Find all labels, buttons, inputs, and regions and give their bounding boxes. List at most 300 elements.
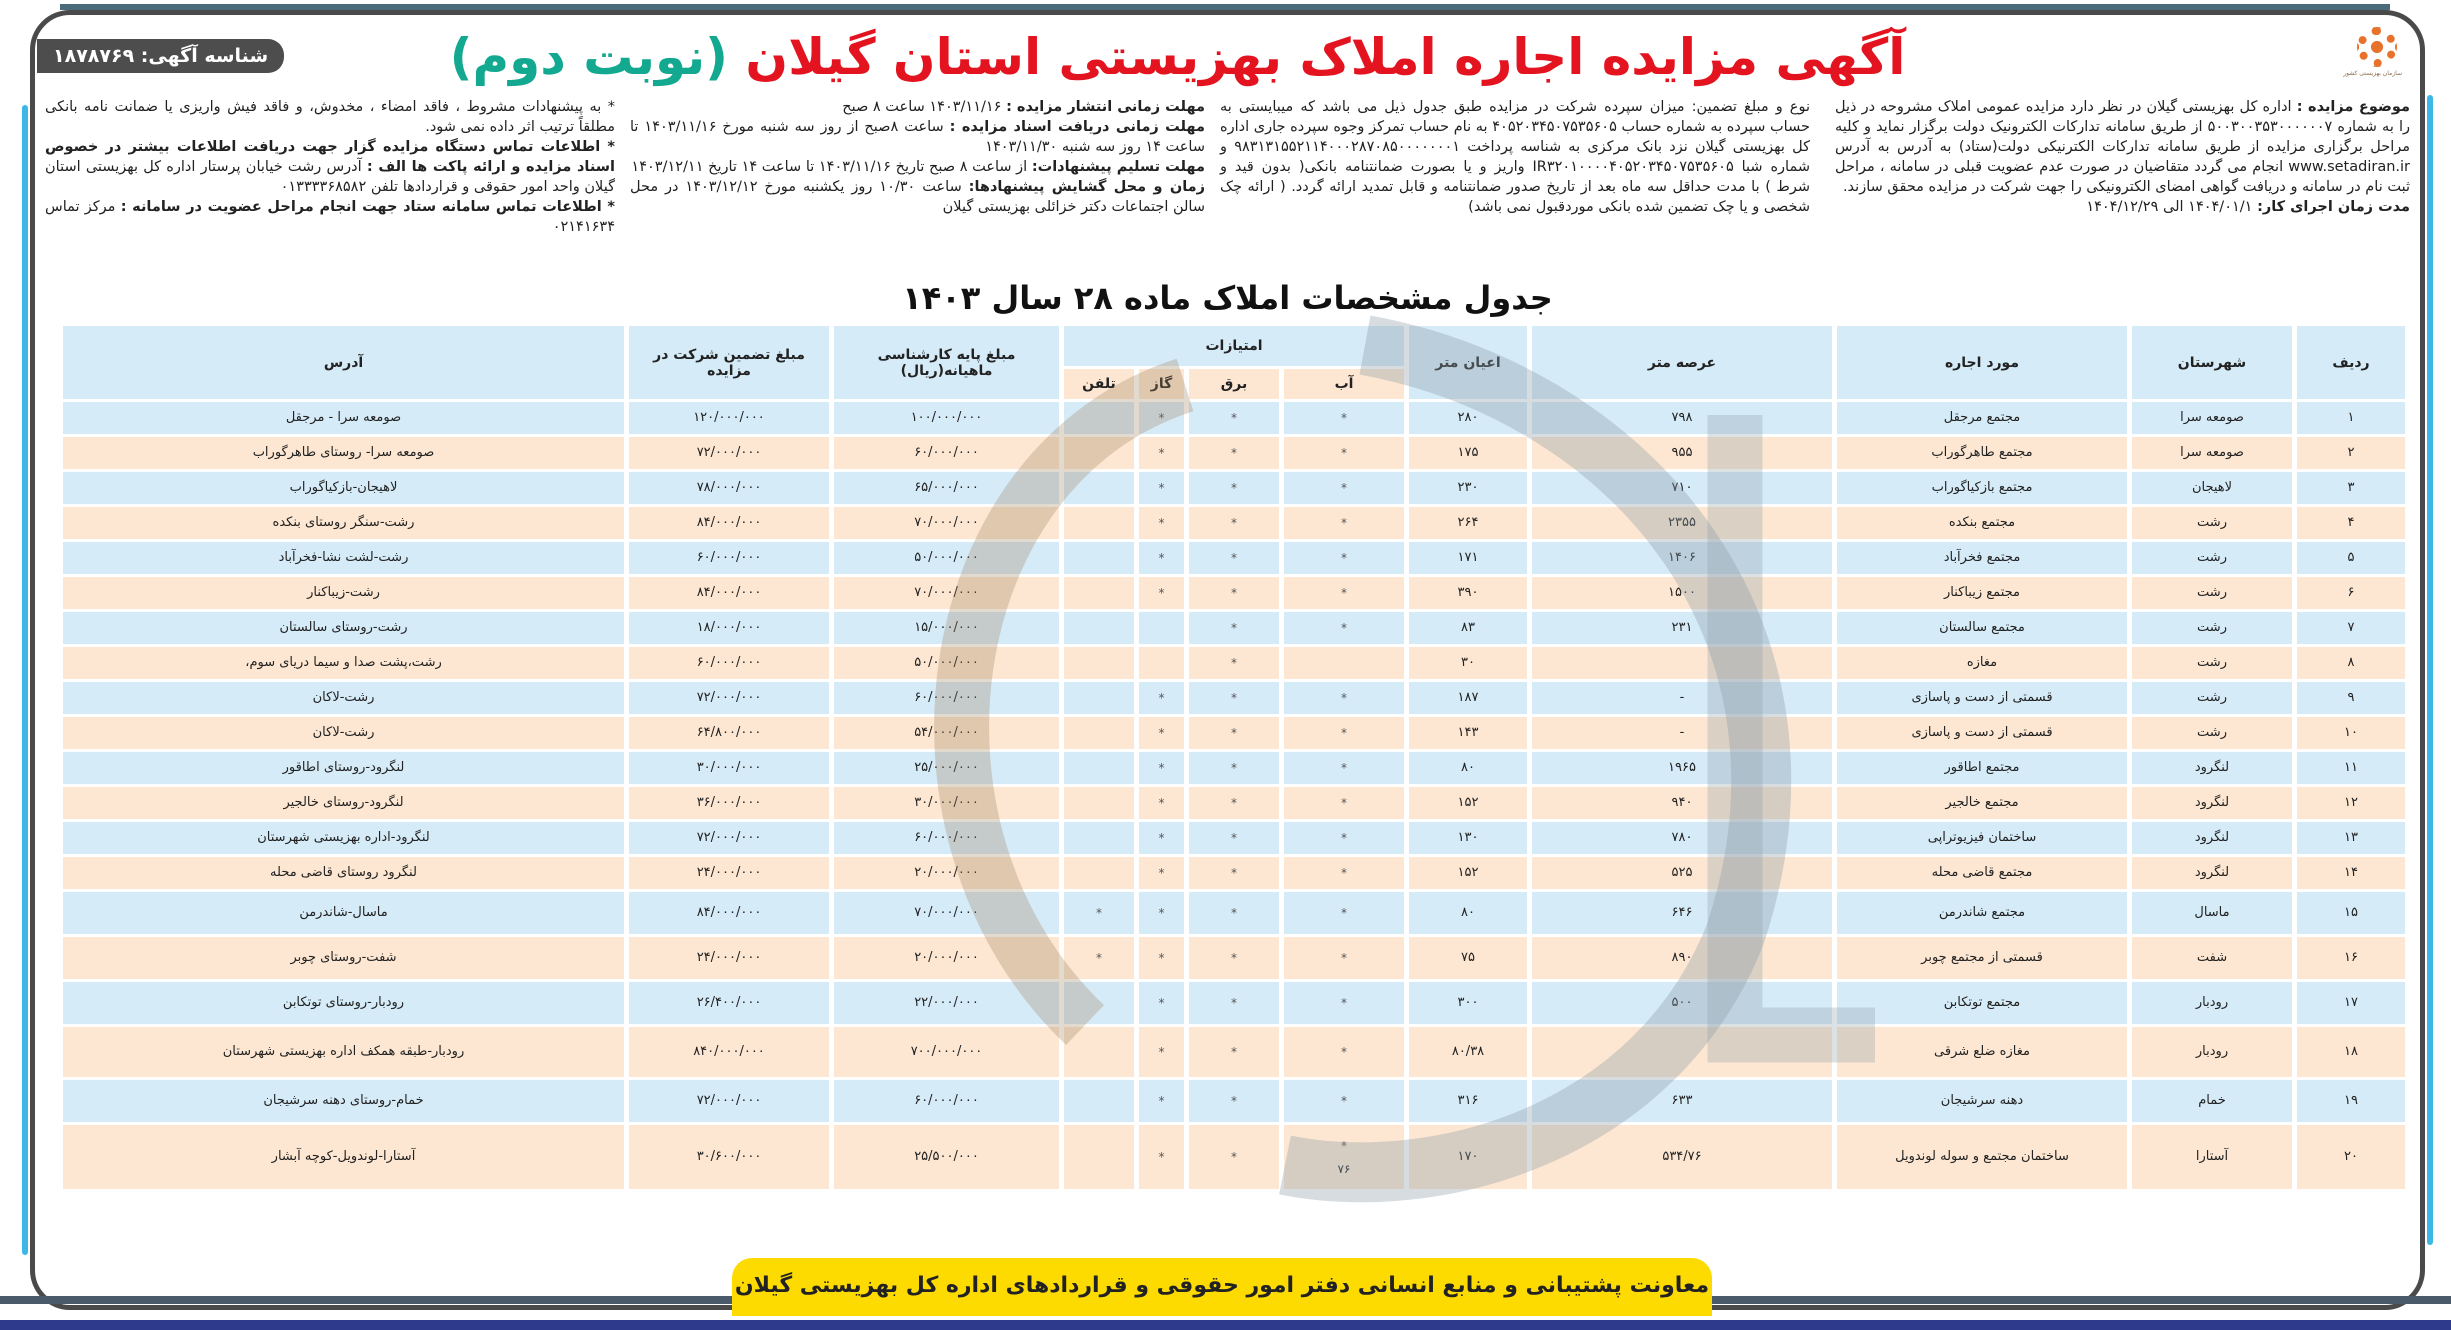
- cell-building-area: ۳۱۶: [1409, 1080, 1527, 1122]
- cell-address: ماسال-شاندرمن: [63, 892, 624, 934]
- cell-row-number: ۳: [2297, 472, 2405, 504]
- cell-row-number: ۷: [2297, 612, 2405, 644]
- docs-label: مهلت زمانی دریافت اسناد مزایده :: [949, 119, 1205, 135]
- cell-deposit: ۷۲/۰۰۰/۰۰۰: [629, 682, 829, 714]
- cell-building-area: ۲۶۴: [1409, 507, 1527, 539]
- check-mark-icon: *: [1231, 760, 1237, 775]
- cell-gas: [1139, 857, 1184, 889]
- cell-base-price: ۶۵/۰۰۰/۰۰۰: [834, 472, 1059, 504]
- submit-text: از ساعت ۸ صبح تاریخ ۱۴۰۳/۱۱/۱۶ تا ساعت ۱۴ تاریخ ۱۴۰۳/۱۲/۱۱: [631, 159, 1028, 175]
- cell-deposit: ۷۸/۰۰۰/۰۰۰: [629, 472, 829, 504]
- check-mark-icon: *: [1158, 830, 1165, 845]
- water-extra-note: ۷۶: [1337, 1161, 1351, 1176]
- cell-address: صومعه سرا - مرجقل: [63, 402, 624, 434]
- cell-row-number: ۱۵: [2297, 892, 2405, 934]
- cell-deposit: ۳۰/۶۰۰/۰۰۰: [629, 1125, 829, 1189]
- cell-phone: [1064, 472, 1134, 504]
- cell-building-area: ۲۸۰: [1409, 402, 1527, 434]
- cell-row-number: ۱۲: [2297, 787, 2405, 819]
- check-mark-icon: *: [1341, 1044, 1347, 1059]
- table-row: [63, 472, 2405, 504]
- cell-water: [1284, 402, 1404, 434]
- cell-water: [1284, 612, 1404, 644]
- table-row: [63, 752, 2405, 784]
- th-water: آب: [1284, 369, 1404, 399]
- th-row: ردیف: [2297, 326, 2405, 399]
- cell-base-price: ۲۰/۰۰۰/۰۰۰: [834, 857, 1059, 889]
- cell-row-number: ۱۸: [2297, 1027, 2405, 1077]
- cell-land-area: ۷۹۸: [1532, 402, 1832, 434]
- check-mark-icon: *: [1341, 1138, 1347, 1153]
- check-mark-icon: *: [1231, 725, 1237, 740]
- cell-building-area: ۲۳۰: [1409, 472, 1527, 504]
- check-mark-icon: *: [1341, 550, 1347, 565]
- cell-address: صومعه سرا- روستای طاهرگوراب: [63, 437, 624, 469]
- info-contacts: [45, 97, 615, 237]
- cell-building-area: ۷۵: [1409, 937, 1527, 979]
- check-mark-icon: *: [1341, 995, 1347, 1010]
- cell-building-area: ۱۴۳: [1409, 717, 1527, 749]
- cell-address: رشت-سنگر روستای بنکده: [63, 507, 624, 539]
- check-mark-icon: *: [1341, 865, 1347, 880]
- cell-row-number: ۱۹: [2297, 1080, 2405, 1122]
- cell-land-area: ۱۹۶۵: [1532, 752, 1832, 784]
- cell-city: صومعه سرا: [2132, 402, 2292, 434]
- cell-base-price: ۶۰/۰۰۰/۰۰۰: [834, 437, 1059, 469]
- cell-deposit: ۸۴/۰۰۰/۰۰۰: [629, 507, 829, 539]
- cell-phone: [1064, 822, 1134, 854]
- cell-city: رودبار: [2132, 1027, 2292, 1077]
- cell-water: [1284, 542, 1404, 574]
- subject-label: موضوع مزایده :: [2296, 99, 2411, 115]
- cell-city: لنگرود: [2132, 857, 2292, 889]
- cell-water: [1284, 857, 1404, 889]
- cell-electricity: [1189, 787, 1279, 819]
- cell-phone: [1064, 717, 1134, 749]
- cell-water: [1284, 892, 1404, 934]
- cell-property: مجتمع فخرآباد: [1837, 542, 2127, 574]
- cell-water: [1284, 982, 1404, 1024]
- duration-label: مدت زمان اجرای کار:: [2257, 199, 2410, 215]
- cell-phone: [1064, 507, 1134, 539]
- cell-property: ساختمان مجتمع و سوله لوندویل: [1837, 1125, 2127, 1189]
- cell-address: رشت-لاکان: [63, 717, 624, 749]
- cell-land-area: ۶۳۳: [1532, 1080, 1832, 1122]
- cell-base-price: ۶۰/۰۰۰/۰۰۰: [834, 682, 1059, 714]
- subject-text: اداره کل بهزیستی گیلان در نظر دارد مزایده عمومی املاک مشروحه در ذیل را به شماره ۵۰۰۳۰۰۳۵۳۰۰۰۰۰۰۷ از طریق سامانه تدارکات الکترونیک دولت برگزار نماید و کلیه مراحل برگزاری مزایده از طریق سامانه تدارکات الکترنیکی دولت(ستاد) به آدرس به آدرس www.setadiran.ir انجام می گردد متقاضیان در صورت عدم عضویت قبلی در سامانه ، مراحل ثبت نام در سامانه و دریافت گواهی امضای الکترونیکی را جهت شرکت در مزایده محقق سازند.: [1835, 99, 2411, 195]
- cell-phone: [1064, 1125, 1134, 1189]
- check-mark-icon: *: [1158, 950, 1165, 965]
- cell-water: [1284, 437, 1404, 469]
- check-mark-icon: *: [1158, 1149, 1165, 1164]
- cell-phone: [1064, 892, 1134, 934]
- setad-contact-label: * اطلاعات تماس سامانه ستاد جهت انجام مراحل عضویت در سامانه :: [120, 199, 616, 215]
- th-property: مورد اجاره: [1837, 326, 2127, 399]
- cell-electricity: [1189, 612, 1279, 644]
- cell-deposit: ۲۶/۴۰۰/۰۰۰: [629, 982, 829, 1024]
- opening-label: زمان و محل گشایش پیشنهادها:: [968, 179, 1205, 195]
- check-mark-icon: *: [1158, 905, 1165, 920]
- cell-deposit: ۶۰/۰۰۰/۰۰۰: [629, 647, 829, 679]
- check-mark-icon: *: [1341, 795, 1347, 810]
- check-mark-icon: *: [1341, 480, 1347, 495]
- cell-phone: [1064, 857, 1134, 889]
- cell-address: لنگرود-روستای اطاقور: [63, 752, 624, 784]
- cell-property: ساختمان فیزیوتراپی: [1837, 822, 2127, 854]
- cell-deposit: ۳۰/۰۰۰/۰۰۰: [629, 752, 829, 784]
- cell-address: شفت-روستای چوبر: [63, 937, 624, 979]
- cell-gas: [1139, 982, 1184, 1024]
- cell-water: [1284, 822, 1404, 854]
- cell-row-number: ۱: [2297, 402, 2405, 434]
- table-row: [63, 437, 2405, 469]
- cell-phone: [1064, 647, 1134, 679]
- check-mark-icon: *: [1341, 410, 1347, 425]
- check-mark-icon: *: [1158, 515, 1165, 530]
- th-phone: تلفن: [1064, 369, 1134, 399]
- cell-address: رشت-روستای سالستان: [63, 612, 624, 644]
- check-mark-icon: *: [1341, 690, 1347, 705]
- cell-electricity: [1189, 717, 1279, 749]
- cell-gas: [1139, 892, 1184, 934]
- cell-building-area: ۳۰: [1409, 647, 1527, 679]
- cell-water: [1284, 717, 1404, 749]
- cell-property: مغازه: [1837, 647, 2127, 679]
- cell-row-number: ۴: [2297, 507, 2405, 539]
- cell-deposit: ۲۴/۰۰۰/۰۰۰: [629, 937, 829, 979]
- cell-building-area: ۸۳: [1409, 612, 1527, 644]
- cell-property: مجتمع اطاقور: [1837, 752, 2127, 784]
- th-land: عرصه متر: [1532, 326, 1832, 399]
- table-row: [63, 542, 2405, 574]
- cell-phone: [1064, 1080, 1134, 1122]
- cell-address: رشت-لاکان: [63, 682, 624, 714]
- cell-land-area: ۷۱۰: [1532, 472, 1832, 504]
- cell-water: [1284, 472, 1404, 504]
- check-mark-icon: *: [1158, 725, 1165, 740]
- check-mark-icon: *: [1341, 905, 1347, 920]
- cell-gas: [1139, 402, 1184, 434]
- ad-title: [355, 17, 2000, 97]
- table-row: [63, 647, 2405, 679]
- logo-caption: سازمان بهزیستی کشور: [2343, 70, 2402, 77]
- cell-property: مجتمع قاضی محله: [1837, 857, 2127, 889]
- cell-land-area: ۶۴۶: [1532, 892, 1832, 934]
- cell-city: لنگرود: [2132, 822, 2292, 854]
- cell-base-price: ۳۰/۰۰۰/۰۰۰: [834, 787, 1059, 819]
- cell-address: رشت،پشت صدا و سیما دریای سوم،: [63, 647, 624, 679]
- cell-electricity: [1189, 892, 1279, 934]
- cell-address: لنگرود-روستای خالجیر: [63, 787, 624, 819]
- cell-property: مجتمع سالستان: [1837, 612, 2127, 644]
- cell-water: [1284, 577, 1404, 609]
- cell-building-area: ۳۰۰: [1409, 982, 1527, 1024]
- table-row: [63, 982, 2405, 1024]
- cell-city: ماسال: [2132, 892, 2292, 934]
- th-address: آدرس: [63, 326, 624, 399]
- check-mark-icon: *: [1341, 1093, 1347, 1108]
- cell-gas: [1139, 577, 1184, 609]
- cell-phone: [1064, 1027, 1134, 1077]
- cell-gas: [1139, 752, 1184, 784]
- contact-label: * اطلاعات تماس دستگاه مزایده گزار جهت دریافت اطلاعات بیشتر در خصوص اسناد مزایده و ارائه پاکت ها الف :: [45, 139, 616, 175]
- cell-base-price: ۵۰/۰۰۰/۰۰۰: [834, 542, 1059, 574]
- cell-deposit: ۲۴/۰۰۰/۰۰۰: [629, 857, 829, 889]
- cell-gas: [1139, 542, 1184, 574]
- check-mark-icon: *: [1231, 995, 1237, 1010]
- table-row: [63, 892, 2405, 934]
- check-mark-icon: *: [1231, 830, 1237, 845]
- cell-water: [1284, 682, 1404, 714]
- cell-building-area: ۸۰: [1409, 752, 1527, 784]
- logo-flower-icon: [2357, 27, 2397, 67]
- ad-id-badge: شناسه آگهی: ۱۸۷۸۷۶۹: [37, 39, 284, 73]
- cell-water: [1284, 787, 1404, 819]
- cell-city: رشت: [2132, 717, 2292, 749]
- cell-electricity: [1189, 402, 1279, 434]
- cell-city: صومعه سرا: [2132, 437, 2292, 469]
- duration-text: ۱۴۰۴/۰۱/۱ الی ۱۴۰۴/۱۲/۲۹: [2086, 199, 2253, 215]
- cell-gas: [1139, 717, 1184, 749]
- ad-frame: [30, 10, 2425, 1310]
- check-mark-icon: *: [1231, 795, 1237, 810]
- properties-table-wrap: [58, 323, 2410, 1192]
- cell-land-area: ۵۰۰: [1532, 982, 1832, 1024]
- cell-phone: [1064, 542, 1134, 574]
- cell-city: لنگرود: [2132, 787, 2292, 819]
- cell-base-price: ۲۲/۰۰۰/۰۰۰: [834, 982, 1059, 1024]
- cell-base-price: ۲۵/۰۰۰/۰۰۰: [834, 752, 1059, 784]
- cell-water: [1284, 937, 1404, 979]
- docs-text: ساعت ۸صبح از روز سه شنبه مورخ ۱۴۰۳/۱۱/۱۶ تا ساعت ۱۴ روز سه شنبه ۱۴۰۳/۱۱/۳۰: [630, 119, 1205, 155]
- cell-property: مجتمع شاندرمن: [1837, 892, 2127, 934]
- check-mark-icon: *: [1341, 445, 1347, 460]
- cell-row-number: ۸: [2297, 647, 2405, 679]
- check-mark-icon: *: [1096, 905, 1102, 920]
- cell-city: رشت: [2132, 682, 2292, 714]
- check-mark-icon: *: [1231, 690, 1237, 705]
- guarantee-text: نوع و مبلغ تضمین: میزان سپرده شرکت در مزایده طبق جدول ذیل می باشد که میبایستی به حساب سپرده به شماره حساب ۴۰۵۲۰۳۴۵۰۷۵۳۵۶۰۵ به نام حساب تمرکز وجوه سپرده جاری اداره کل بهزیستی گیلان نزد بانک مرکزی به شناسه پرداخت ۹۸۳۱۳۱۵۵۲۱۱۴۰۰۰۲۸۷۰۸۵۰۰۰۰۰۰۰۱ و شماره شبا IR۳۲۰۱۰۰۰۰۴۰۵۲۰۳۴۵۰۷۵۳۵۶۰۵ واریز و یا بصورت ضمانتنامه بانکی( بدون قید و شرط ) با مدت حداقل سه ماه بعد از تاریخ صدور ضمانتنامه و قابل تمدید ارائه گردد. ( ارائه چک شخصی و یا چک تضمین شده بانکی موردقبول نمی باشد): [1220, 99, 1810, 215]
- table-row: [63, 1027, 2405, 1077]
- cell-land-area: ۷۸۰: [1532, 822, 1832, 854]
- cell-phone: [1064, 682, 1134, 714]
- cell-address: رودبار-روستای توتکابن: [63, 982, 624, 1024]
- cell-land-area: [1532, 1027, 1832, 1077]
- setad-contact-text: مرکز تماس ۰۲۱۴۱۶۳۴: [45, 199, 615, 235]
- cell-row-number: ۱۳: [2297, 822, 2405, 854]
- cell-water: [1284, 752, 1404, 784]
- cell-building-area: ۱۳۰: [1409, 822, 1527, 854]
- cell-gas: [1139, 612, 1184, 644]
- check-mark-icon: *: [1158, 550, 1165, 565]
- th-gas: گاز: [1139, 369, 1184, 399]
- cell-gas: [1139, 1125, 1184, 1189]
- cell-address: لنگرود روستای قاضی محله: [63, 857, 624, 889]
- conditions-text: * به پیشنهادات مشروط ، فاقد امضاء ، مخدوش، و فاقد فیش واریزی یا ضمانت نامه بانکی مطلقاً ترتیب اثر داده نمی شود.: [45, 99, 615, 135]
- cell-base-price: ۷۰/۰۰۰/۰۰۰: [834, 577, 1059, 609]
- check-mark-icon: *: [1341, 585, 1347, 600]
- th-city: شهرستان: [2132, 326, 2292, 399]
- cell-gas: [1139, 1027, 1184, 1077]
- cell-electricity: [1189, 577, 1279, 609]
- cell-city: شفت: [2132, 937, 2292, 979]
- cell-land-area: -: [1532, 717, 1832, 749]
- cell-electricity: [1189, 437, 1279, 469]
- cell-row-number: ۹: [2297, 682, 2405, 714]
- cell-base-price: ۷۰۰/۰۰۰/۰۰۰: [834, 1027, 1059, 1077]
- cell-building-area: ۸۰: [1409, 892, 1527, 934]
- opening-text: ساعت ۱۰/۳۰ روز یکشنبه مورخ ۱۴۰۳/۱۲/۱۲ در محل سالن اجتماعات دکتر خزائلی بهزیستی گیلان: [630, 179, 1205, 215]
- check-mark-icon: *: [1231, 550, 1237, 565]
- cell-address: آستارا-لوندویل-کوچه آبشار: [63, 1125, 624, 1189]
- cell-deposit: ۷۲/۰۰۰/۰۰۰: [629, 437, 829, 469]
- cell-address: لنگرود-اداره بهزیستی شهرستان: [63, 822, 624, 854]
- cell-property: مجتمع توتکابن: [1837, 982, 2127, 1024]
- cell-water: [1284, 1027, 1404, 1077]
- check-mark-icon: *: [1231, 410, 1237, 425]
- table-row: [63, 717, 2405, 749]
- cell-base-price: ۷۰/۰۰۰/۰۰۰: [834, 507, 1059, 539]
- cell-city: رشت: [2132, 542, 2292, 574]
- check-mark-icon: *: [1341, 515, 1347, 530]
- cell-deposit: ۶۰/۰۰۰/۰۰۰: [629, 542, 829, 574]
- cell-phone: [1064, 982, 1134, 1024]
- check-mark-icon: *: [1158, 1093, 1165, 1108]
- check-mark-icon: *: [1231, 1093, 1237, 1108]
- table-row: [63, 682, 2405, 714]
- cell-city: لنگرود: [2132, 752, 2292, 784]
- cell-city: آستارا: [2132, 1125, 2292, 1189]
- check-mark-icon: *: [1231, 865, 1237, 880]
- check-mark-icon: *: [1231, 1044, 1237, 1059]
- cell-gas: [1139, 1080, 1184, 1122]
- cell-row-number: ۱۶: [2297, 937, 2405, 979]
- check-mark-icon: *: [1158, 1044, 1165, 1059]
- cell-city: خمام: [2132, 1080, 2292, 1122]
- cell-electricity: [1189, 982, 1279, 1024]
- publish-text: ۱۴۰۳/۱۱/۱۶ ساعت ۸ صبح: [842, 99, 1002, 115]
- check-mark-icon: *: [1158, 480, 1165, 495]
- ad-title-main: آگهی مزایده اجاره املاک بهزیستی استان گیلان: [745, 28, 1906, 86]
- cell-electricity: [1189, 752, 1279, 784]
- cell-address: رودبار-طبقه همکف اداره بهزیستی شهرستان: [63, 1027, 624, 1077]
- cell-base-price: ۲۰/۰۰۰/۰۰۰: [834, 937, 1059, 979]
- check-mark-icon: *: [1341, 620, 1347, 635]
- cell-phone: [1064, 937, 1134, 979]
- check-mark-icon: *: [1158, 795, 1165, 810]
- info-subject: [1835, 97, 2410, 217]
- cell-deposit: ۷۲/۰۰۰/۰۰۰: [629, 1080, 829, 1122]
- cell-electricity: [1189, 857, 1279, 889]
- cell-deposit: ۸۴۰/۰۰۰/۰۰۰: [629, 1027, 829, 1077]
- cell-water: [1284, 507, 1404, 539]
- cell-electricity: [1189, 682, 1279, 714]
- bottom-bar: [0, 1320, 2451, 1330]
- table-row: [63, 577, 2405, 609]
- cell-gas: [1139, 647, 1184, 679]
- cell-gas: [1139, 822, 1184, 854]
- cell-base-price: ۵۴/۰۰۰/۰۰۰: [834, 717, 1059, 749]
- cell-building-area: ۳۹۰: [1409, 577, 1527, 609]
- cell-city: رشت: [2132, 612, 2292, 644]
- th-building: اعیان متر: [1409, 326, 1527, 399]
- cell-row-number: ۱۴: [2297, 857, 2405, 889]
- cell-row-number: ۲۰: [2297, 1125, 2405, 1189]
- cell-land-area: ۵۲۵: [1532, 857, 1832, 889]
- cell-water: [1284, 1080, 1404, 1122]
- check-mark-icon: *: [1158, 410, 1165, 425]
- cell-building-area: ۱۸۷: [1409, 682, 1527, 714]
- table-row: [63, 937, 2405, 979]
- th-electricity: برق: [1189, 369, 1279, 399]
- cell-phone: [1064, 437, 1134, 469]
- cell-property: مغازه ضلع شرقی: [1837, 1027, 2127, 1077]
- check-mark-icon: *: [1158, 445, 1165, 460]
- cell-building-area: ۸۰/۳۸: [1409, 1027, 1527, 1077]
- cell-row-number: ۱۱: [2297, 752, 2405, 784]
- cell-electricity: [1189, 1080, 1279, 1122]
- check-mark-icon: *: [1231, 620, 1237, 635]
- cell-deposit: ۶۴/۸۰۰/۰۰۰: [629, 717, 829, 749]
- check-mark-icon: *: [1341, 950, 1347, 965]
- check-mark-icon: *: [1158, 760, 1165, 775]
- cell-building-area: ۱۵۲: [1409, 787, 1527, 819]
- footer-banner: معاونت پشتیبانی و منابع انسانی دفتر امور حقوقی و قراردادهای اداره کل بهزیستی گیلان: [732, 1258, 1712, 1316]
- cell-address: لاهیجان-بازکیاگوراب: [63, 472, 624, 504]
- cell-city: رشت: [2132, 577, 2292, 609]
- cell-electricity: [1189, 472, 1279, 504]
- cell-building-area: ۱۷۵: [1409, 437, 1527, 469]
- check-mark-icon: *: [1231, 585, 1237, 600]
- cell-property: قسمتی از دست و پاسازی: [1837, 717, 2127, 749]
- table-row: [63, 1080, 2405, 1122]
- cell-deposit: ۷۲/۰۰۰/۰۰۰: [629, 822, 829, 854]
- cell-property: مجتمع زیباکنار: [1837, 577, 2127, 609]
- cell-land-area: ۲۳۱: [1532, 612, 1832, 644]
- cell-electricity: [1189, 507, 1279, 539]
- cell-row-number: ۲: [2297, 437, 2405, 469]
- cell-electricity: [1189, 647, 1279, 679]
- check-mark-icon: *: [1341, 760, 1347, 775]
- table-row: [63, 822, 2405, 854]
- cell-gas: [1139, 507, 1184, 539]
- check-mark-icon: *: [1096, 950, 1102, 965]
- cell-gas: [1139, 437, 1184, 469]
- check-mark-icon: *: [1158, 690, 1165, 705]
- cell-property: مجتمع مرجقل: [1837, 402, 2127, 434]
- check-mark-icon: *: [1231, 515, 1237, 530]
- cell-row-number: ۱۰: [2297, 717, 2405, 749]
- cell-address: خمام-روستای دهنه سرشیجان: [63, 1080, 624, 1122]
- cell-electricity: [1189, 1027, 1279, 1077]
- behzisti-logo: [2343, 27, 2402, 87]
- table-row: [63, 857, 2405, 889]
- cell-deposit: ۱۸/۰۰۰/۰۰۰: [629, 612, 829, 644]
- cell-address: رشت-لشت نشا-فخرآباد: [63, 542, 624, 574]
- cell-property: مجتمع بازکیاگوراب: [1837, 472, 2127, 504]
- cell-property: قسمتی از دست و پاسازی: [1837, 682, 2127, 714]
- cell-city: لاهیجان: [2132, 472, 2292, 504]
- check-mark-icon: *: [1231, 445, 1237, 460]
- table-title: جدول مشخصات املاک ماده ۲۸ سال ۱۴۰۳: [902, 279, 1553, 317]
- cell-phone: [1064, 787, 1134, 819]
- cell-base-price: ۲۵/۵۰۰/۰۰۰: [834, 1125, 1059, 1189]
- cell-land-area: [1532, 647, 1832, 679]
- check-mark-icon: *: [1158, 865, 1165, 880]
- cell-land-area: -: [1532, 682, 1832, 714]
- cell-water: [1284, 647, 1404, 679]
- cell-building-area: ۱۷۱: [1409, 542, 1527, 574]
